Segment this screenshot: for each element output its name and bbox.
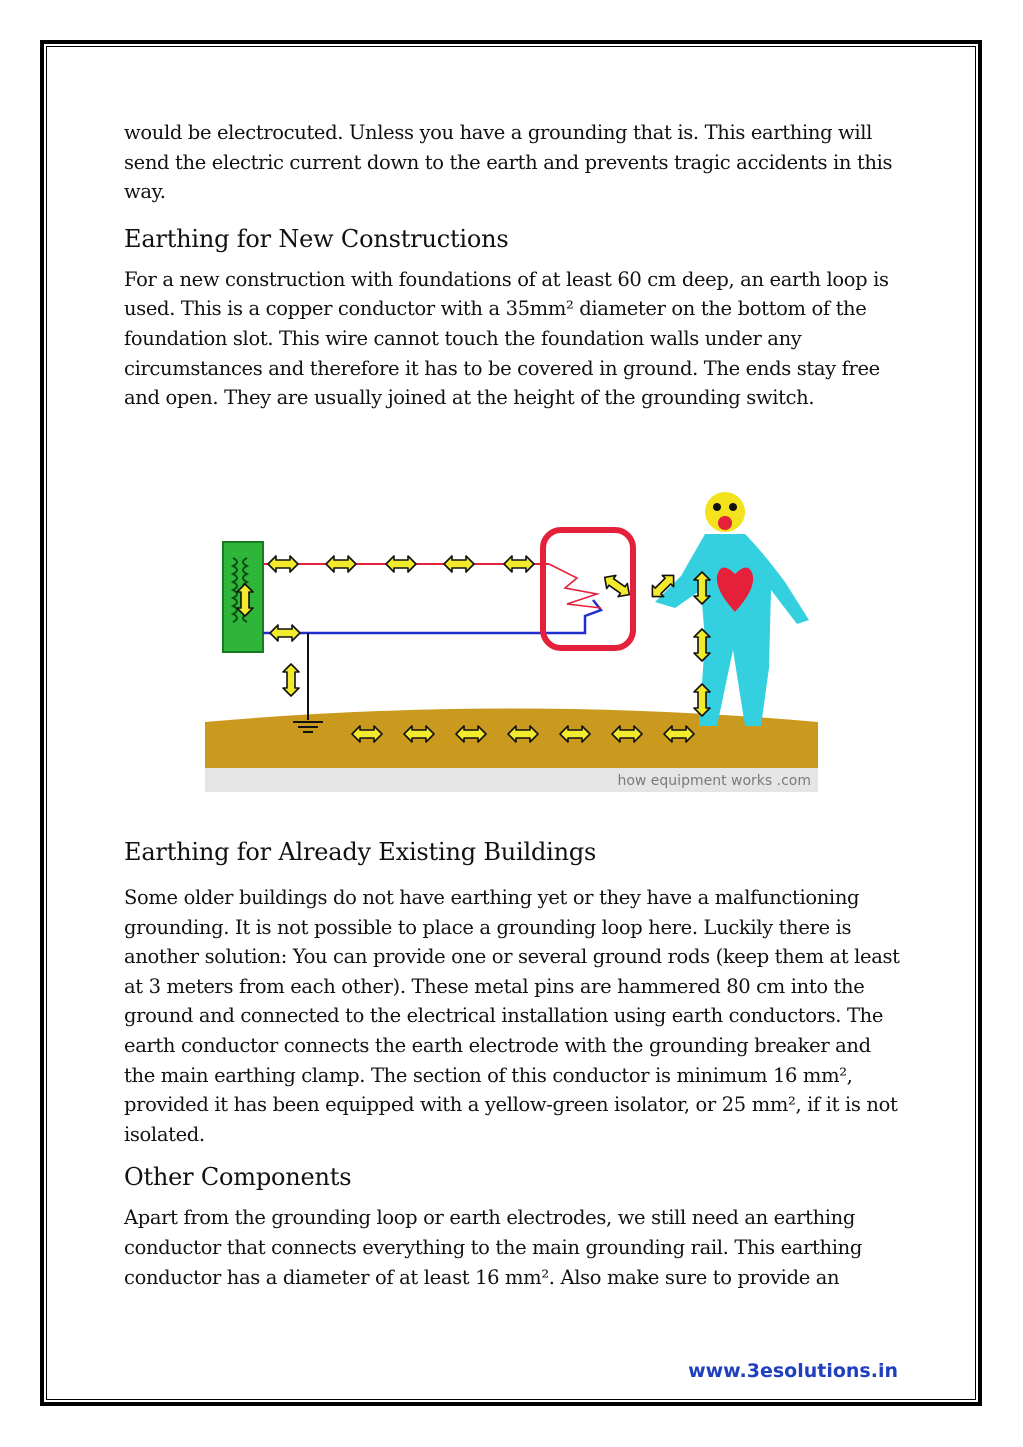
paragraph-existing-buildings: Some older buildings do not have earthing yet or they have a malfunctioning grounding. It is not possible to place a grounding loop here. Luckily there is another solution: You can provide one or several ground rods (keep them at least at 3 meters from each other). These metal pins are hammered 80 cm into the ground and connected to the electrical installation using earth conductors. The earth conductor connects the earth electrode with the grounding breaker and the main earthing clamp. The section of this conductor is minimum 16 mm², provided it has been equipped with a yellow-green isolator, or 25 mm², if it is not isolated. bbox=[124, 886, 900, 1146]
paragraph-intro: would be electrocuted. Unless you have a grounding that is. This earthing will send the electric current down to the earth and prevents tragic accidents in this way. bbox=[124, 121, 893, 204]
person-body bbox=[655, 534, 809, 726]
text-block-bottom bbox=[124, 883, 904, 1292]
heading-new-constructions: Earthing for New Constructions bbox=[124, 224, 509, 253]
text-block-top bbox=[124, 118, 904, 413]
paragraph-new-constructions: For a new construction with foundations of at least 60 cm deep, an earth loop is used. This is a copper conductor with a 35mm² diameter on the bottom of the foundation slot. This wire cannot touch the foundation walls under any circumstances and therefore it has to be covered in ground. The ends stay free and open. They are usually joined at the height of the grounding switch. bbox=[124, 267, 889, 410]
figure-watermark: how equipment works .com bbox=[617, 773, 811, 789]
footer-website-link[interactable]: www.3esolutions.in bbox=[688, 1360, 898, 1382]
heading-existing-buildings: Earthing for Already Existing Buildings bbox=[124, 838, 597, 866]
paragraph-other-components: Apart from the grounding loop or earth electrodes, we still need an earthing conductor that connects everything to the main grounding rail. This earthing conductor has a diameter of at least 16 mm². Also make sure to provide an bbox=[124, 1206, 862, 1289]
earthing-illustration bbox=[205, 490, 818, 792]
heading-other-components: Other Components bbox=[124, 1163, 352, 1192]
